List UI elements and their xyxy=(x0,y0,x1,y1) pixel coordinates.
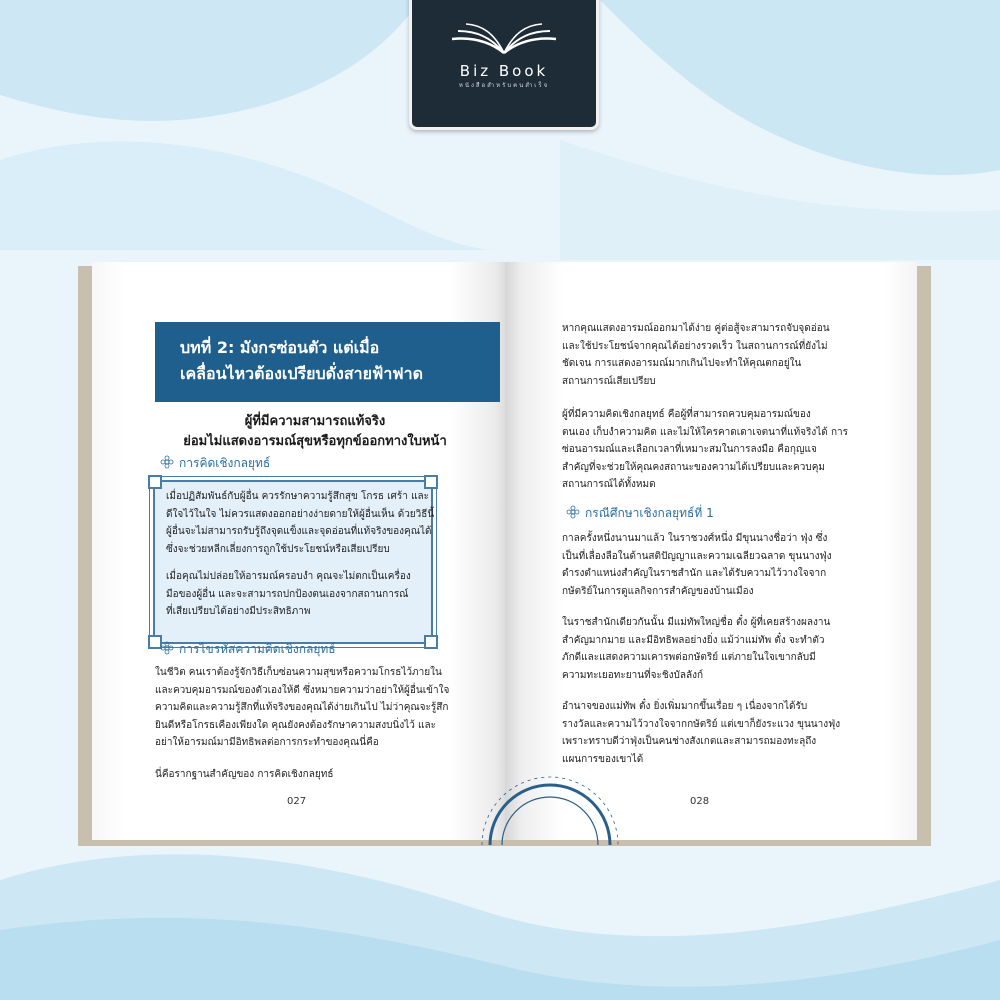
text-line: ตนเอง เก็บงำความคิด และไม่ให้ใครคาดเดาเจตนาที่แท้จริงได้ การ xyxy=(562,426,849,438)
text-line: สำคัญที่จะช่วยให้คุณคงสถานะของความได้เปรียบและควบคุม xyxy=(562,461,825,473)
page-number-left: 027 xyxy=(287,796,307,807)
text-line: ในราชสำนักเดียวกันนั้น มีแม่ทัพใหญ่ชื่อ ตั๋ง ผู้ที่เคยสร้างผลงาน xyxy=(562,617,831,628)
box-corner xyxy=(424,475,438,489)
chapter-banner xyxy=(155,322,500,402)
text-line: ดำรงตำแหน่งสำคัญในราชสำนัก และได้รับความไว้วางใจจาก xyxy=(562,568,827,579)
subheading-line2: ย่อมไม่แสดงอารมณ์สุขหรือทุกข์ออกทางใบหน้า xyxy=(183,434,447,449)
text-line: สถานการณ์ได้ทั้งหมด xyxy=(562,479,656,490)
right-paragraph-3 xyxy=(562,530,832,600)
closing-line: นี่คือรากฐานสำคัญของ การคิดเชิงกลยุทธ์ xyxy=(155,769,334,780)
flower-icon xyxy=(160,455,174,469)
text-line: และใช้ประโยชน์จากคุณได้อย่างรวดเร็ว ในสถานการณ์ที่ยังไม่ xyxy=(562,340,828,352)
right-paragraph-4 xyxy=(562,614,830,684)
text-line: ซ่อนอารมณ์และเลือกเวลาที่เหมาะสมในการลงมือ คือกุญแจ xyxy=(562,444,817,455)
box-paragraph-2 xyxy=(166,568,411,621)
text-line: ผู้อื่นจะไม่สามารถรับรู้ถึงจุดแข็งและจุดอ่อนที่แท้จริงของคุณได้ xyxy=(166,526,432,537)
text-line: กษัตริย์ในการดูแลกิจการสำคัญของบ้านเมือง xyxy=(562,585,754,597)
section-heading-case-study-label: กรณีศึกษาเชิงกลยุทธ์ที่ 1 xyxy=(585,506,714,520)
text-line: อำนาจของแม่ทัพ ตั๋ง ยิ่งเพิ่มมากขึ้นเรื่อย ๆ เนื่องจากได้รับ xyxy=(562,701,808,712)
text-line: ที่เสียเปรียบได้อย่างมีประสิทธิภาพ xyxy=(166,606,311,617)
section-heading-strategy-label: การคิดเชิงกลยุทธ์ xyxy=(179,456,271,470)
text-line: รางวัลและความไว้วางใจจากกษัตริย์ แต่เขาก็ยังระแวง ขุนนางฟุ่ง xyxy=(562,718,841,730)
section-heading-strategy xyxy=(160,454,270,473)
text-line: ผู้ที่มีความคิดเชิงกลยุทธ์ คือผู้ที่สามารถควบคุมอารมณ์ของ xyxy=(562,409,811,420)
text-line: สถานการณ์เสียเปรียบ xyxy=(562,375,656,387)
text-line: และควบคุมอารมณ์ของตัวเองให้ดี ซึ่งหมายความว่าอย่าให้ผู้อื่นเข้าใจ xyxy=(155,684,450,696)
text-line: ความคิดและความรู้สึกที่แท้จริงของคุณได้ง่ายเกินไป ไม่ว่าคุณจะรู้สึก xyxy=(155,702,449,713)
right-paragraph-5 xyxy=(562,698,840,768)
text-line: เป็นที่เลื่องลือในด้านสติปัญญาและความเฉลียวฉลาด ขุนนางฟุ่ง xyxy=(562,550,832,562)
box-corner xyxy=(148,475,162,489)
flower-icon xyxy=(160,641,174,655)
logo-brand: Biz Book xyxy=(459,62,549,80)
logo-tagline: หนังสือสำหรับคนสำเร็จ xyxy=(458,82,550,89)
chapter-title-line2: เคลื่อนไหวต้องเปรียบดั่งสายฟ้าฟาด xyxy=(180,364,424,383)
text-line: เพราะทราบดีว่าฟุ่งเป็นคนช่างสังเกตและสามารถมองทะลุถึง xyxy=(562,736,817,747)
text-line: มือของผู้อื่น และจะสามารถปกป้องตนเองจากสถานการณ์ xyxy=(166,588,409,600)
text-line: ชัดเจน การแสดงอารมณ์มากเกินไปจะทำให้คุณตกอยู่ใน xyxy=(562,358,802,369)
section-heading-case-study xyxy=(566,504,714,523)
text-line: เมื่อคุณไม่ปล่อยให้อารมณ์ครอบงำ คุณจะไม่ตกเป็นเครื่อง xyxy=(166,571,411,582)
chapter-title-line1: บทที่ 2: มังกรซ่อนตัว แต่เมื่อ xyxy=(180,338,380,357)
text-line: ดีใจไว้ในใจ ไม่ควรแสดงออกอย่างง่ายดายให้ผู้อื่นเห็น ด้วยวิธีนี้ xyxy=(166,508,435,520)
text-line: อย่าให้อารมณ์มามีอิทธิพลต่อการกระทำของคุณนี่คือ xyxy=(155,737,379,748)
right-paragraph-1 xyxy=(562,320,830,390)
text-line: กาลครั้งหนึ่งนานมาแล้ว ในราชวงศ์หนึ่ง มีขุนนางชื่อว่า ฟุ่ง ซึ่ง xyxy=(562,533,828,544)
section-heading-decode xyxy=(160,640,336,659)
text-line: ภักดีและแสดงความเคารพต่อกษัตริย์ แต่ภายในใจเขากลับมี xyxy=(562,652,816,663)
text-line: ยินดีหรือโกรธเคืองเพียงใด คุณยังคงต้องรักษาความสงบนิ่งไว้ และ xyxy=(155,719,436,731)
box-corner xyxy=(424,635,438,649)
page-number-right: 028 xyxy=(690,796,710,807)
body-paragraph xyxy=(155,664,449,752)
right-paragraph-2 xyxy=(562,406,848,494)
text-line: สำคัญมากมาย และมีอิทธิพลอย่างยิ่ง แม้ว่าแม่ทัพ ตั๋ง จะทำตัว xyxy=(562,634,825,646)
section-heading-decode-label: การไขรหัสความคิดเชิงกลยุทธ์ xyxy=(179,642,336,656)
subheading-line1: ผู้ที่มีความสามารถแท้จริง xyxy=(244,414,386,429)
text-line: แผนการของเขาได้ xyxy=(562,753,644,765)
text-line: ความทะเยอทะยานที่จะชิงบัลลังก์ xyxy=(562,669,704,681)
text-line: เมื่อปฏิสัมพันธ์กับผู้อื่น ควรรักษาความรู้สึกสุข โกรธ เศร้า และ xyxy=(166,491,430,502)
decorative-circle xyxy=(480,770,620,845)
box-paragraph-1 xyxy=(166,488,434,558)
text-line: หากคุณแสดงอารมณ์ออกมาได้ง่าย คู่ต่อสู้จะสามารถจับจุดอ่อน xyxy=(562,323,830,334)
flower-icon xyxy=(566,505,580,519)
text-line: ซึ่งจะช่วยหลีกเลี่ยงการถูกใช้ประโยชน์หรือเสียเปรียบ xyxy=(166,543,390,555)
text-line: ในชีวิต คนเราต้องรู้จักวิธีเก็บซ่อนความสุขหรือความโกรธไว้ภายใน xyxy=(155,667,442,678)
